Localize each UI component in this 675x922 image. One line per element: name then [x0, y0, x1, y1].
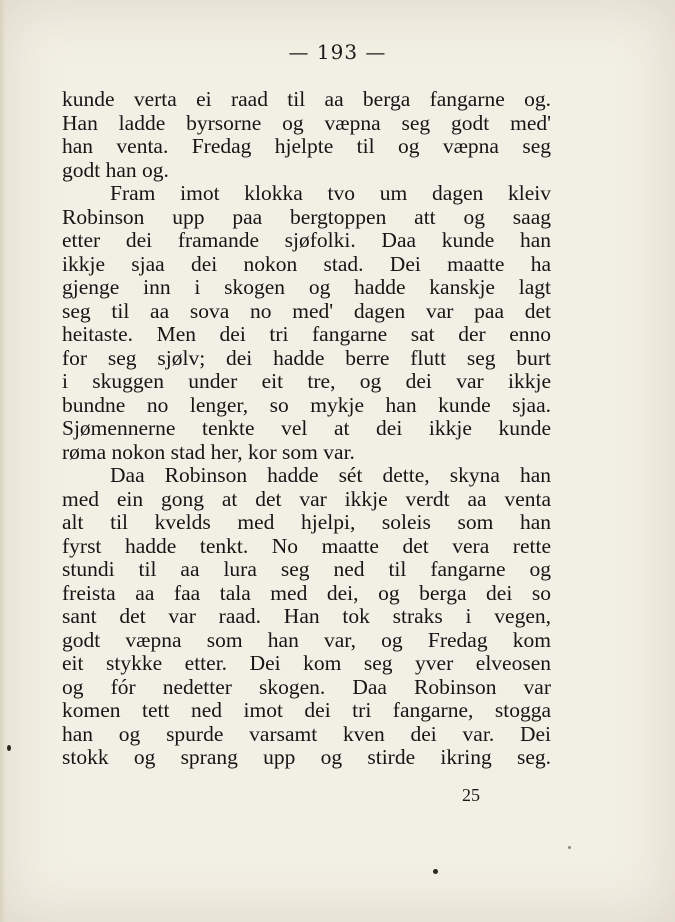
paper-speck [7, 745, 11, 751]
text-line: godt væpna som han var, og Fredag kom [62, 628, 551, 652]
text-line: heitaste. Men dei tri fangarne sat der enno [62, 323, 551, 346]
body-text [62, 88, 551, 770]
text-line: fyrst hadde tenkt. No maatte det vera rette [62, 534, 551, 558]
text-line: godt han og. [62, 158, 169, 182]
text-line: Sjømennerne tenkte vel at dei ikkje kunde [62, 417, 551, 440]
text-line: bundne no lenger, so mykje han kunde sjaa. [62, 393, 551, 417]
text-line: komen tett ned imot dei tri fangarne, stogga [62, 699, 551, 722]
paper-speck [433, 869, 438, 874]
text-line: etter dei framande sjøfolki. Daa kunde han [62, 229, 551, 252]
text-line: og fór nedetter skogen. Daa Robinson var [62, 675, 551, 699]
page-number: — 193 — [288, 40, 387, 64]
text-line: han venta. Fredag hjelpte til og væpna seg [62, 135, 551, 158]
text-line: ikkje sjaa dei nokon stad. Dei maatte ha [62, 252, 551, 276]
page-edge-shadow [0, 0, 6, 922]
text-line: stundi til aa lura seg ned til fangarne og [62, 558, 551, 581]
text-line: freista aa faa tala med dei, og berga dei so [62, 581, 551, 605]
text-line: han og spurde varsamt kven dei var. Dei [62, 722, 551, 746]
signature-mark: 25 [462, 785, 480, 805]
text-line: for seg sjølv; dei hadde berre flutt seg burt [62, 346, 551, 370]
text-line: seg til aa sova no med' dagen var paa det [62, 299, 551, 323]
text-line: i skuggen under eit tre, og dei var ikkje [62, 370, 551, 393]
text-line: sant det var raad. Han tok straks i vegen, [62, 605, 551, 628]
text-line: Daa Robinson hadde sét dette, skyna han [110, 464, 551, 487]
text-line: kunde verta ei raad til aa berga fangarne og. [62, 88, 551, 111]
text-line: eit stykke etter. Dei kom seg yver elveosen [62, 652, 551, 675]
text-line: alt til kvelds med hjelpi, soleis som han [62, 511, 551, 534]
text-line: gjenge inn i skogen og hadde kanskje lagt [62, 276, 551, 299]
text-line: Robinson upp paa bergtoppen att og saag [62, 205, 551, 229]
text-line: Han ladde byrsorne og væpna seg godt med' [62, 111, 551, 135]
text-line: Fram imot klokka tvo um dagen kleiv [110, 182, 551, 205]
paper-speck [568, 846, 571, 849]
text-line: med ein gong at det var ikkje verdt aa venta [62, 487, 551, 511]
text-line: stokk og sprang upp og stirde ikring seg. [62, 746, 551, 769]
text-line: røma nokon stad her, kor som var. [62, 440, 355, 464]
